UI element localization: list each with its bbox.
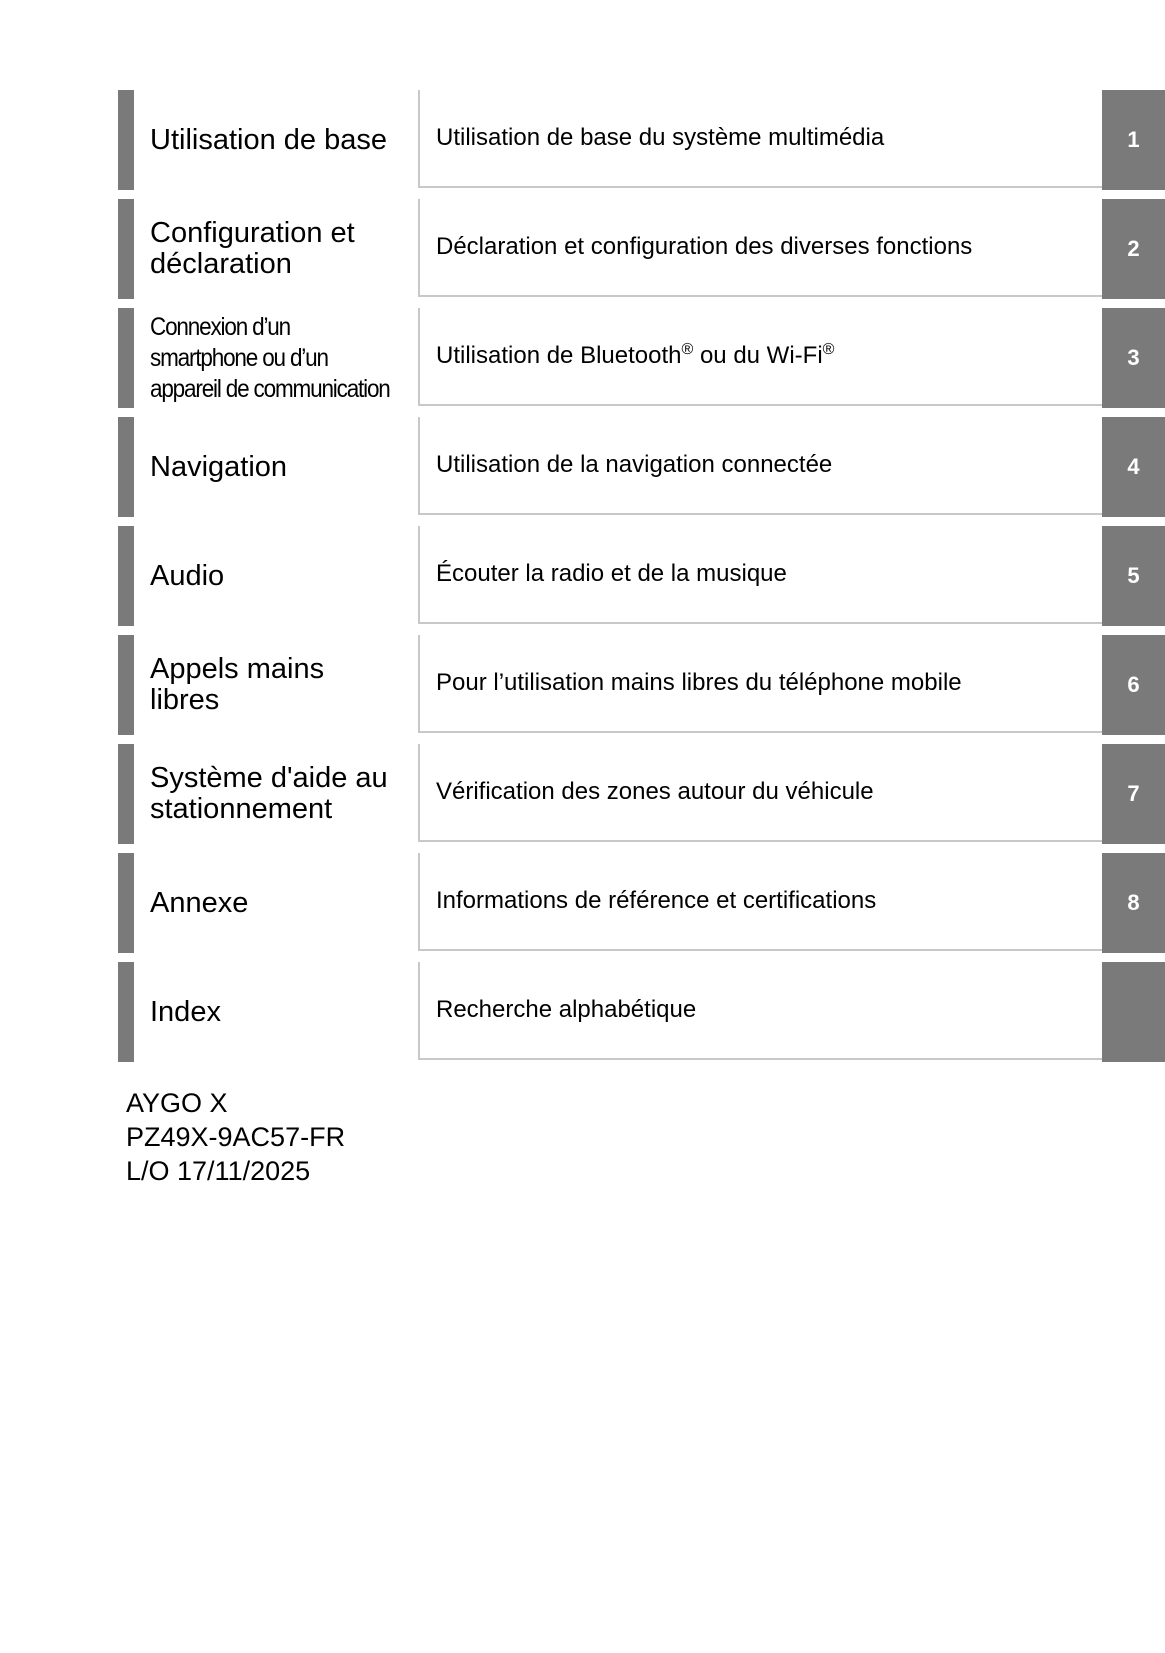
section-title [150,635,410,735]
document-code: PZ49X-9AC57-FR [126,1122,346,1152]
section-description-text: Vérification des zones autour du véhicule [436,778,874,805]
toc-row-9[interactable] [118,962,1165,1062]
print-date: L/O 17/11/2025 [126,1156,311,1186]
section-description[interactable] [418,199,1102,297]
section-description[interactable] [418,526,1102,624]
section-description[interactable] [418,744,1102,842]
section-title [150,744,410,844]
section-title-line: Connexion d’un [150,312,290,341]
section-description[interactable] [418,962,1102,1060]
section-title: Index [150,995,221,1028]
section-description[interactable] [418,635,1102,733]
toc-row-1[interactable] [118,90,1165,190]
section-title: Navigation [150,450,288,483]
section-description-text: Écouter la radio et de la musique [436,560,787,587]
section-marker [118,853,134,953]
section-title-line: appareil de communication [150,374,390,403]
section-title: Annexe [150,886,249,919]
section-tab[interactable]: 3 [1102,308,1165,408]
section-tab[interactable]: 7 [1102,744,1165,844]
section-description-text: Informations de référence et certifications [436,887,877,914]
toc-row-3[interactable] [118,308,1165,408]
section-tab[interactable]: 5 [1102,526,1165,626]
toc-row-4[interactable] [118,417,1165,517]
section-marker [118,744,134,844]
section-description-text: Déclaration et configuration des diverses fonctions [436,233,973,260]
section-tab[interactable] [1102,962,1165,1062]
toc-row-2[interactable] [118,199,1165,299]
toc-row-6[interactable] [118,635,1165,735]
description-part: ou du Wi-Fi [693,342,823,369]
model-name: AYGO X [126,1088,228,1118]
section-tab[interactable]: 6 [1102,635,1165,735]
section-title [150,199,410,299]
section-tab[interactable]: 4 [1102,417,1165,517]
section-description[interactable] [418,90,1102,188]
section-title-line: smartphone ou d’un [150,343,328,372]
section-description-text: Pour l’utilisation mains libres du téléphone mobile [436,669,962,696]
toc-row-7[interactable] [118,744,1165,844]
table-of-contents [118,90,1165,1071]
toc-row-5[interactable] [118,526,1165,626]
section-description-text [436,342,834,370]
toc-row-8[interactable] [118,853,1165,953]
section-title-line: déclaration [150,248,292,280]
section-marker [118,90,134,190]
registered-mark: ® [822,341,835,358]
section-title [150,308,420,408]
section-description-text: Utilisation de base du système multimédia [436,124,885,151]
section-marker [118,526,134,626]
registered-mark: ® [681,341,694,358]
section-title-line: Système d'aide au [150,762,388,794]
section-marker [118,635,134,735]
section-tab[interactable]: 8 [1102,853,1165,953]
section-tab[interactable]: 1 [1102,90,1165,190]
section-description-text: Utilisation de la navigation connectée [436,451,833,478]
description-part: Utilisation de Bluetooth [436,342,682,369]
section-title-line: libres [150,684,220,716]
section-marker [118,962,134,1062]
section-title: Utilisation de base [150,123,387,156]
section-tab[interactable]: 2 [1102,199,1165,299]
section-marker [118,199,134,299]
section-title-line: stationnement [150,793,333,825]
section-description-text: Recherche alphabétique [436,996,697,1023]
section-marker [118,308,134,408]
section-title-line: Configuration et [150,217,355,249]
section-title: Audio [150,559,225,592]
section-description[interactable] [418,308,1102,406]
section-description[interactable] [418,853,1102,951]
section-title-line: Appels mains [150,653,325,685]
section-description[interactable] [418,417,1102,515]
document-footer [126,1086,345,1188]
section-marker [118,417,134,517]
